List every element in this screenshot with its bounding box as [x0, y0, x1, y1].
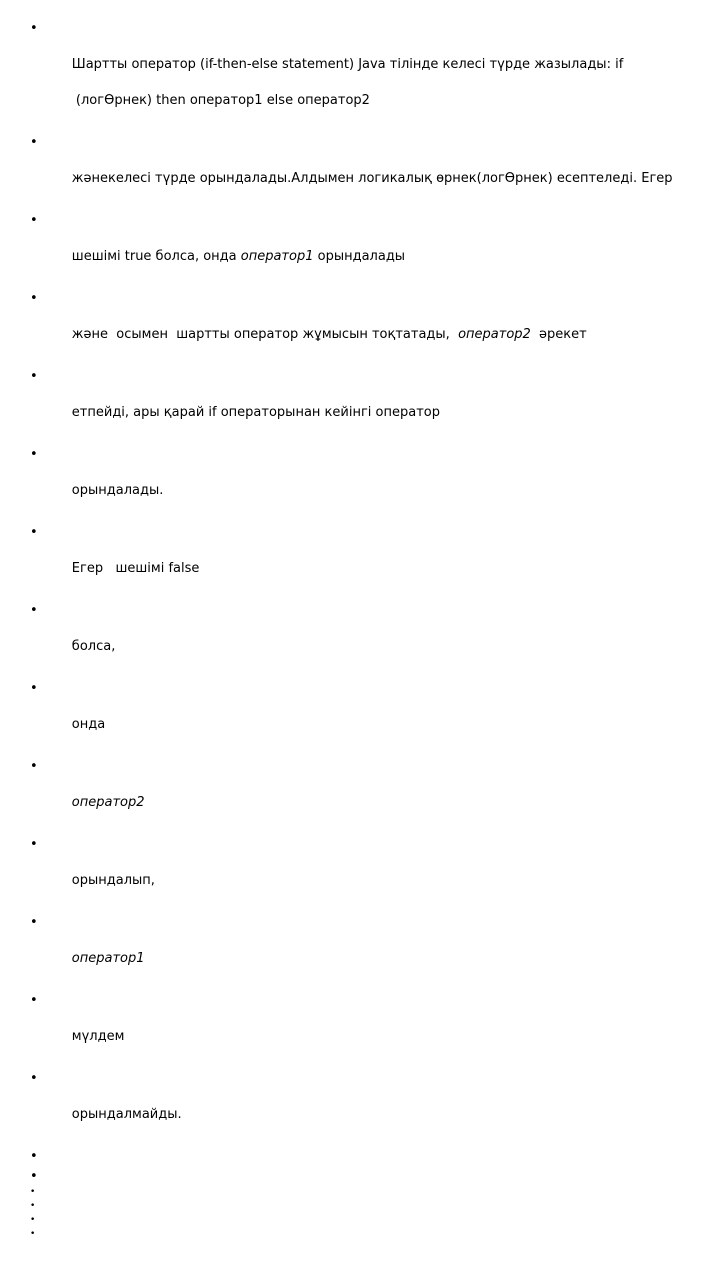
bullet-icon: • [30, 213, 38, 228]
list-item [30, 20, 690, 128]
list-item [30, 680, 690, 752]
bullet-icon: • [30, 681, 38, 696]
list-item [30, 368, 690, 440]
list-item [30, 602, 690, 674]
bullet-icon: • [30, 1169, 38, 1184]
bullet-icon: • [30, 21, 38, 36]
bullet-icon: • [30, 1071, 38, 1086]
item-text-line: (логӨрнек) then оператор1 else оператор2 [71, 93, 370, 108]
item-text: мүлдем [71, 1029, 125, 1044]
item-emphasis: оператор1 [71, 951, 145, 966]
item-text: орындалады [313, 249, 406, 264]
list-item [30, 914, 690, 986]
item-text-line: Шартты оператор (if-then-else statement) Java тілінде келесі түрде жазылады: if [71, 57, 624, 72]
bullet-icon: • [30, 915, 38, 930]
item-emphasis: оператор2 [71, 795, 145, 810]
bullet-icon: • [30, 291, 38, 306]
bullet-icon: • [30, 1149, 38, 1164]
item-text: орындалмайды. [71, 1107, 182, 1122]
bullet-icon: • [30, 525, 38, 540]
list-item-empty [30, 1148, 690, 1162]
list-item [30, 1070, 690, 1142]
list-item [30, 836, 690, 908]
list-item-empty [30, 1196, 690, 1210]
bullet-icon: • [30, 1215, 36, 1225]
item-text: Егер шешімі false [71, 561, 200, 576]
list-item-empty [30, 1182, 690, 1196]
item-text: болса, [71, 639, 116, 654]
bullet-icon: • [30, 1187, 36, 1197]
item-emphasis: оператор1 [240, 249, 314, 264]
item-text: етпейді, ары қарай if операторынан кейінгі оператор [71, 405, 440, 420]
item-text: онда [71, 717, 106, 732]
item-text: және осымен шартты оператор жұмысын тоқтатады, [71, 327, 459, 342]
bullet-icon: • [30, 603, 38, 618]
bullet-icon: • [30, 993, 38, 1008]
bullet-icon: • [30, 1201, 36, 1211]
list-item [30, 134, 690, 206]
item-text: шешімі true болса, онда [71, 249, 241, 264]
bullet-icon: • [30, 447, 38, 462]
list-item-empty [30, 1168, 690, 1182]
list-item [30, 524, 690, 596]
bullet-icon: • [30, 369, 38, 384]
bullet-icon: • [30, 1229, 36, 1239]
list-item [30, 290, 690, 362]
list-item [30, 212, 690, 284]
bullet-list [30, 20, 690, 1238]
list-item [30, 446, 690, 518]
item-emphasis: оператор2 [458, 327, 531, 342]
bullet-icon: • [30, 837, 38, 852]
list-item-empty [30, 1224, 690, 1238]
item-text: орындалып, [71, 873, 155, 888]
bullet-icon: • [30, 135, 38, 150]
item-text: әрекет [530, 327, 587, 342]
list-item [30, 758, 690, 830]
bullet-icon: • [30, 759, 38, 774]
item-text: жәнекелесі түрде орындалады.Алдымен логикалық өрнек(логӨрнек) есептеледі. Егер [71, 171, 673, 186]
item-text: орындалады. [71, 483, 164, 498]
list-item-empty [30, 1210, 690, 1224]
list-item [30, 992, 690, 1064]
